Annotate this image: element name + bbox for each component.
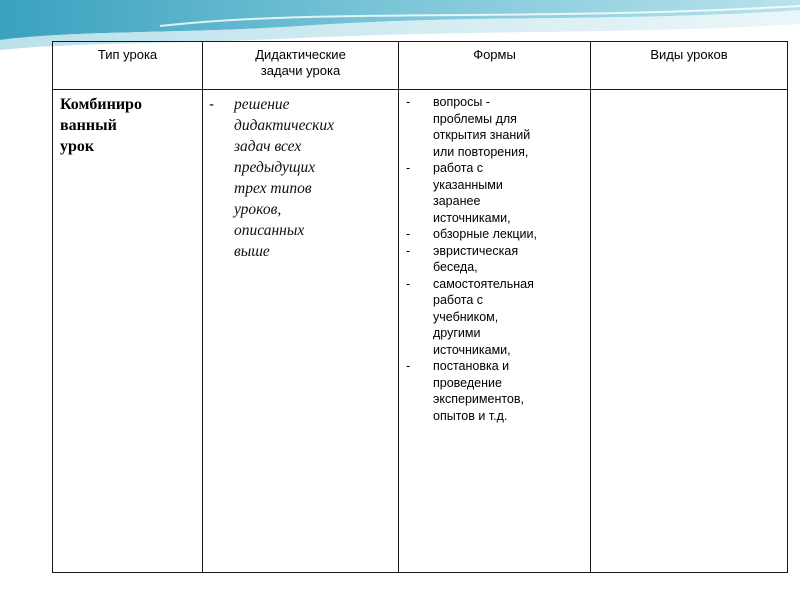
- header-forms: Формы: [399, 42, 591, 90]
- dash-bullet: -: [209, 96, 214, 113]
- lesson-kinds-cell: [591, 90, 788, 573]
- list-item: - обзорные лекции,: [406, 227, 537, 241]
- header-didactic-tasks: Дидактические задачи урока: [203, 42, 399, 90]
- list-item: - эвристическая беседа,: [406, 243, 519, 274]
- list-item: - самостоятельная работа с учебником, другими источниками,: [406, 276, 534, 357]
- header-lesson-kinds: Виды уроков: [591, 42, 788, 90]
- lesson-types-table: [52, 41, 788, 573]
- didactic-tasks-cell: [203, 90, 399, 573]
- didactic-text: решение дидактических задач всех предыдущих трех типов уроков, описанных выше: [234, 96, 335, 260]
- table-header-row: [53, 42, 788, 90]
- lesson-type-cell: Комбиниро ванный урок: [53, 90, 203, 573]
- list-item: - работа с указанными заранее источниками,: [406, 161, 511, 225]
- table-row: [53, 90, 788, 573]
- forms-list: [403, 94, 586, 424]
- list-item: - постановка и проведение экспериментов, опытов и т.д.: [406, 359, 524, 423]
- forms-cell: [399, 90, 591, 573]
- list-item: - вопросы - проблемы для открытия знаний или повторения,: [406, 95, 531, 159]
- header-lesson-type: Тип урока: [53, 42, 203, 90]
